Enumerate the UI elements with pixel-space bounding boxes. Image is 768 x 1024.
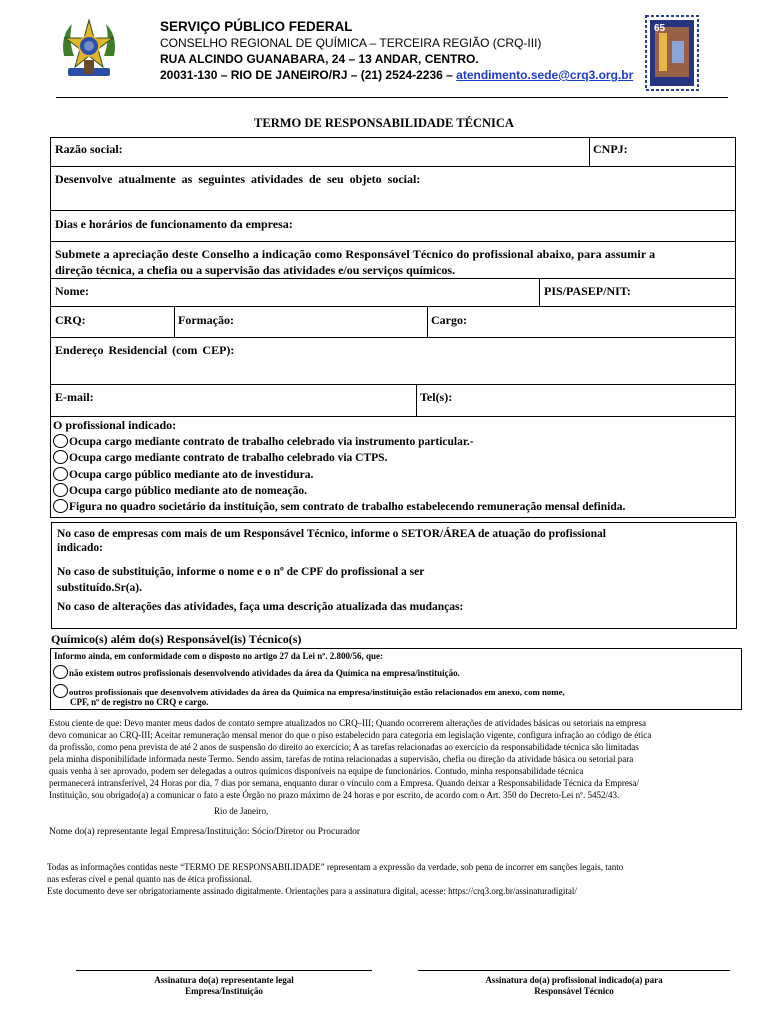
header-phone: 20031-130 – RIO DE JANEIRO/RJ – (21) 2524-2236 –: [160, 68, 457, 82]
col-divider: [539, 278, 540, 306]
declaration-line: quais venha à ser aprovado, podem ser delegadas a outros químicos disponíveis na equipe de funcionários. Contudo, minha responsabilidade técnica: [49, 766, 584, 776]
activities-field[interactable]: Desenvolve atualmente as seguintes atividades de seu objeto social:: [55, 172, 421, 186]
legal-representative-name[interactable]: Nome do(a) representante legal Empresa/Instituição: Sócio/Diretor ou Procurador: [49, 827, 361, 837]
row-divider: [50, 416, 736, 417]
email-field[interactable]: E-mail:: [55, 390, 94, 404]
row-divider: [50, 210, 736, 211]
radio-button[interactable]: [53, 665, 68, 679]
row-divider: [50, 278, 736, 279]
substitution-text: substituído.Sr(a).: [57, 582, 142, 594]
declaration-line: permanecerá intransferível, 24 Horas por dia, 7 dias por semana, enquanto durar o vínculo com a Empresa. Quando deixar a Responsabilidade Técnica da Empresa/: [49, 778, 639, 788]
radio-button[interactable]: [53, 450, 68, 464]
declaration-line: Instituição, sou obrigado(a) a comunicar o fato a este Órgão no prazo máximo de 24 horas e por escrito, de acordo com o Art. 350 do Decreto-Lei nº. 5452/43.: [49, 790, 620, 800]
sector-text[interactable]: No caso de empresas com mais de um Responsável Técnico, informe o SETOR/ÁREA de atuação do profissional: [57, 528, 606, 540]
submission-text: direção técnica, a chefia ou a supervisão das atividades e/ou serviços químicos.: [55, 263, 456, 277]
row-divider: [50, 241, 736, 242]
row-divider: [50, 306, 736, 307]
footer-note: Todas as informações contidas neste “TERMO DE RESPONSABILIDADE” representam a expressão da verdade, sob pena de incorrer em sanções legais, tanto: [47, 862, 624, 872]
indicated-professional-label: O profissional indicado:: [53, 418, 177, 432]
radio-button[interactable]: [53, 684, 68, 698]
header-address: RUA ALCINDO GUANABARA, 24 – 13 ANDAR, CENTRO.: [160, 52, 479, 66]
header-block: [160, 19, 633, 83]
declaration-line: Estou ciente de que: Devo manter meus dados de contato sempre atualizados no CRQ–III; Quando ocorrerem alterações de atividades básicas ou setoriais na empresa: [49, 718, 647, 728]
professional-name-field[interactable]: Nome:: [55, 284, 89, 298]
footer-note: Este documento deve ser obrigatoriamente assinado digitalmente. Orientações para a assinatura digital, acesse: https://crq3.org.br/assinaturadigital/: [47, 886, 577, 896]
professional-signature-label: Assinatura do(a) profissional indicado(a) para Responsável Técnico: [485, 975, 663, 996]
radio-button[interactable]: [53, 434, 68, 448]
job-title-field[interactable]: Cargo:: [431, 313, 467, 327]
row-divider: [50, 337, 736, 338]
employment-option[interactable]: Ocupa cargo mediante contrato de trabalho celebrado via CTPS.: [53, 450, 387, 464]
law-article-text: Informo ainda, em conformidade com o disposto no artigo 27 da Lei nº. 2.800/56, que:: [54, 651, 383, 661]
declaration-line: pela minha disponibilidade informada neste Termo. Sendo assim, tarefas de rotina relacionadas a supervisão, chefia ou direção da atividade básica ou setorial para: [49, 754, 634, 764]
employment-option[interactable]: Ocupa cargo mediante contrato de trabalho celebrado via instrumento particular.-: [53, 434, 474, 448]
radio-button[interactable]: [53, 467, 68, 481]
substitution-text[interactable]: No caso de substituição, informe o nome e o nº de CPF do profissional a ser: [57, 566, 425, 578]
home-address-field[interactable]: Endereço Residencial (com CEP):: [55, 343, 235, 357]
footer-note: nas esferas cível e penal quanto nas de ética profissional.: [47, 874, 252, 884]
professional-signature-line[interactable]: [418, 970, 730, 971]
header-title: SERVIÇO PÚBLICO FEDERAL: [160, 19, 353, 34]
document-title: TERMO DE RESPONSABILIDADE TÉCNICA: [254, 116, 514, 130]
crq-field[interactable]: CRQ:: [55, 313, 86, 327]
employment-option[interactable]: Ocupa cargo público mediante ato de nomeação.: [53, 483, 307, 497]
col-divider: [416, 384, 417, 416]
declaration-line: devo comunicar ao CRQ-III; Aceitar remuneração mensal menor do que o piso estabelecido para categoria em legislação vigente, configura infração ao código de ética: [49, 730, 652, 740]
pis-field[interactable]: PIS/PASEP/NIT:: [544, 284, 631, 298]
declaration-line: da profissão, como pena prevista de até 2 anos de suspensão do direito ao exercício; A as tarefas relacionadas ao exercício da responsabilidade técnica são limitadas: [49, 742, 639, 752]
company-name-field[interactable]: Razão social:: [55, 142, 123, 156]
header-divider: [56, 97, 728, 98]
header-email-link[interactable]: atendimento.sede@crq3.org.br: [456, 68, 634, 82]
phone-field[interactable]: Tel(s):: [420, 390, 453, 404]
col-divider: [427, 306, 428, 337]
business-hours-field[interactable]: Dias e horários de funcionamento da empresa:: [55, 217, 293, 231]
anniversary-stamp-icon: [645, 15, 699, 91]
row-divider: [50, 166, 736, 167]
sector-text: indicado:: [57, 542, 104, 554]
col-divider: [174, 306, 175, 337]
no-other-chemists-option[interactable]: não existem outros profissionais desenvolvendo atividades da área da Química na empresa/instituição.: [53, 665, 460, 679]
other-chemists-attached-option: CPF, nº de registro no CRQ e cargo.: [70, 697, 209, 707]
stamp-number: 65: [654, 23, 666, 34]
other-chemists-attached-option[interactable]: outros profissionais que desenvolvem atividades da área da Química na empresa/instituição estão relacionados em anexo, com nome,: [53, 684, 565, 698]
col-divider: [589, 137, 590, 166]
row-divider: [50, 384, 736, 385]
header-contact: [160, 67, 633, 83]
representative-signature-line[interactable]: [76, 970, 372, 971]
employment-option[interactable]: Ocupa cargo público mediante ato de investidura.: [53, 467, 313, 481]
education-field[interactable]: Formação:: [178, 313, 234, 327]
activity-changes-text[interactable]: No caso de alterações das atividades, faça uma descrição atualizada das mudanças:: [57, 601, 464, 613]
place-date-field[interactable]: Rio de Janeiro,: [214, 806, 269, 816]
submission-text: Submete a apreciação deste Conselho a indicação como Responsável Técnico do profissional abaixo, para assumir a: [55, 247, 656, 261]
brazil-coat-of-arms-icon: [58, 16, 120, 84]
representative-signature-label: Assinatura do(a) representante legal Empresa/Instituição: [154, 975, 294, 996]
cnpj-field[interactable]: CNPJ:: [593, 142, 628, 156]
employment-option[interactable]: Figura no quadro societário da instituição, sem contrato de trabalho estabelecendo remuneração mensal definida.: [53, 499, 625, 513]
radio-button[interactable]: [53, 499, 68, 513]
other-chemists-heading: Químico(s) além do(s) Responsável(is) Técnico(s): [51, 632, 302, 646]
header-council: CONSELHO REGIONAL DE QUÍMICA – TERCEIRA REGIÃO (CRQ-III): [160, 36, 542, 50]
radio-button[interactable]: [53, 483, 68, 497]
